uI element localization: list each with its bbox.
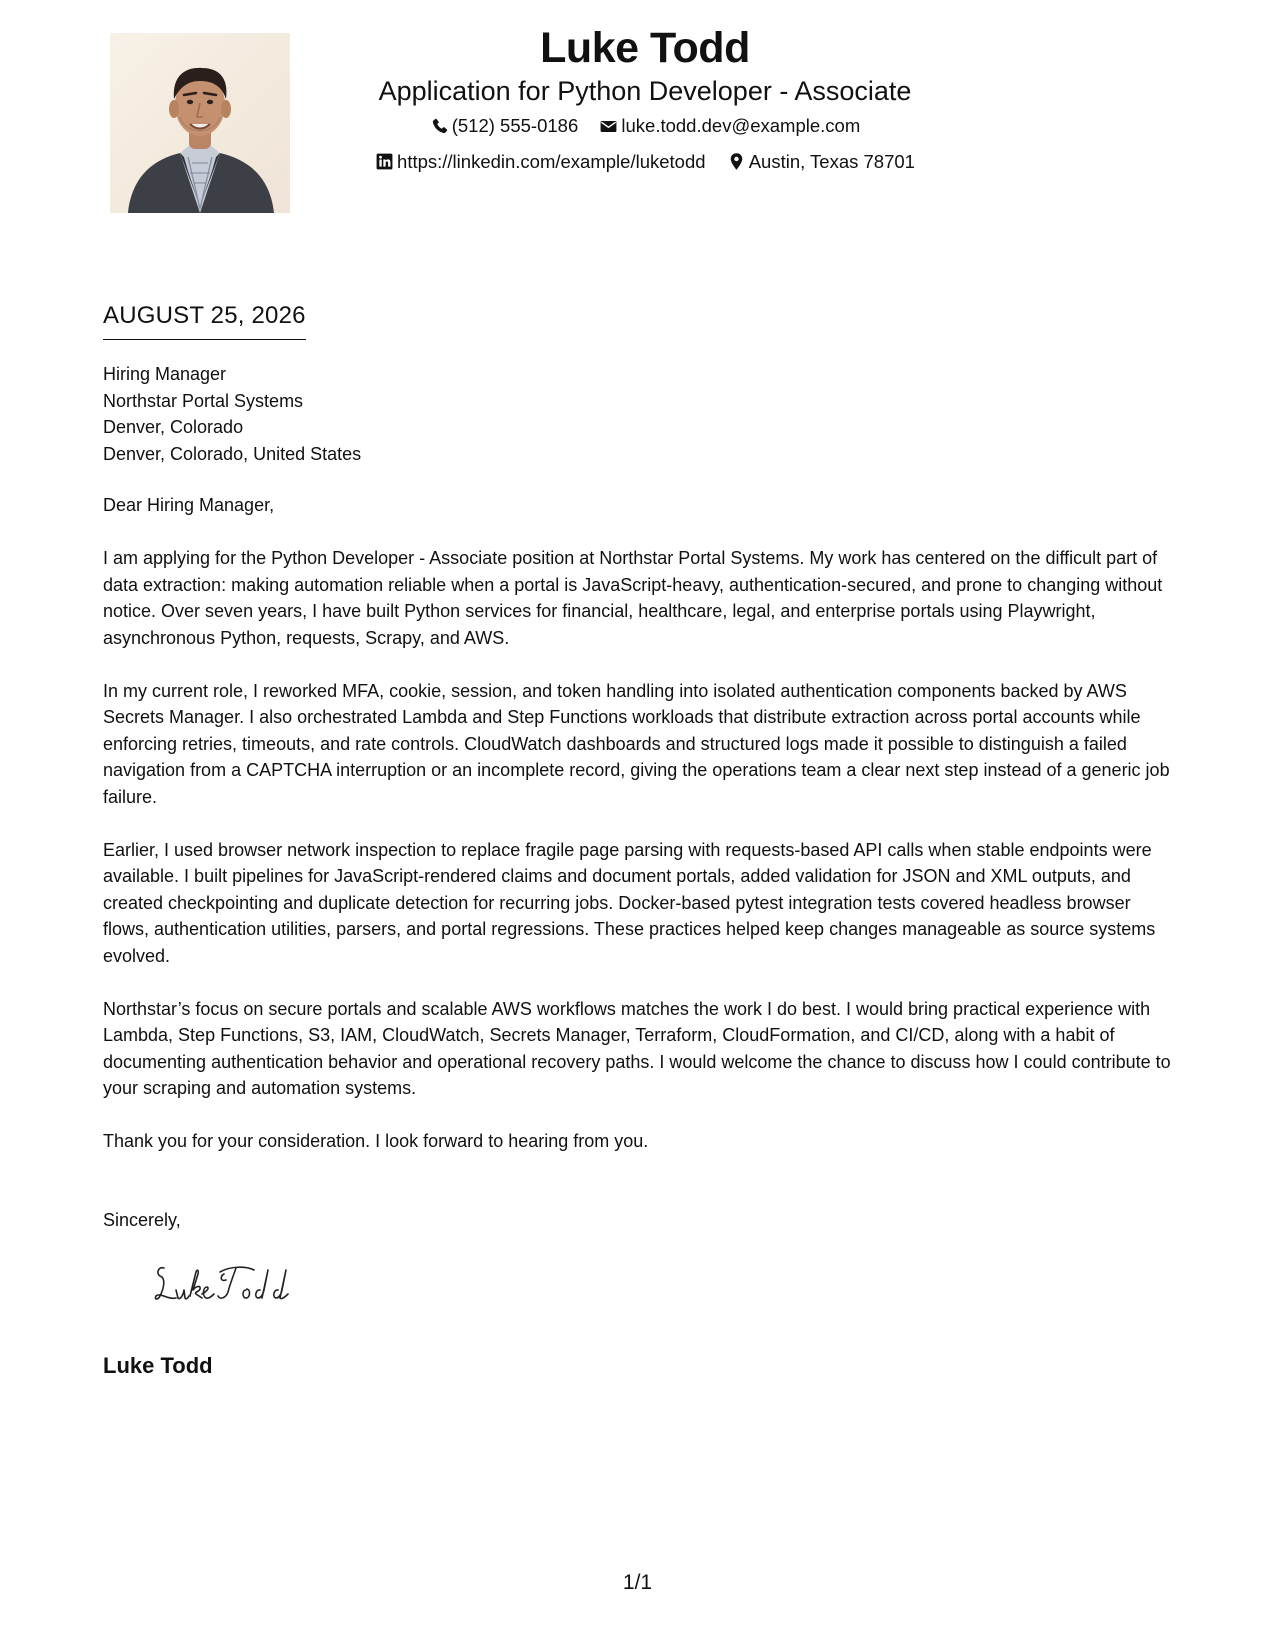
body-paragraph: Thank you for your consideration. I look forward to hearing from you. (103, 1131, 649, 1151)
recipient-line: Northstar Portal Systems (103, 390, 304, 411)
applicant-name: Luke Todd (540, 24, 750, 72)
closing: Sincerely, (103, 1210, 181, 1230)
location-text: Austin, Texas 78701 (748, 150, 915, 172)
body-paragraph: In my current role, I reworked MFA, cookie, session, and token handling into isolated authentication components backed by AWS Secrets Manager. I also orchestrated Lambda and Step Functions workloads that distribute extraction across portal accounts while enforcing retries, timeouts, and rate controls. CloudWatch dashboards and structured logs made it possible to distinguish a failed navigation from a CAPTCHA interruption or an incomplete record, giving the operations team a clear next step instead of a generic job failure. (103, 680, 1170, 807)
contact-line-secondary (340, 150, 950, 178)
contact-email (599, 114, 860, 138)
recipient-line: Denver, Colorado (103, 417, 244, 437)
letter-date: AUGUST 25, 2026 (103, 301, 306, 340)
profile-photo (110, 33, 290, 213)
map-pin-icon (727, 152, 746, 171)
contact-linkedin (375, 150, 706, 174)
linkedin-url[interactable]: https://linkedin.com/example/luketodd (397, 150, 706, 172)
linkedin-icon (375, 152, 394, 171)
body-paragraph: I am applying for the Python Developer - Associate position at Northstar Portal Systems. My work has centered on the difficult part of data extraction: making automation reliable when a portal is JavaScript-heavy, authentication-secured, and prone to changing without notice. Over seven years, I have built Python services for financial, healthcare, legal, and enterprise portals using Playwright, asynchronous Python, requests, Scrapy, and AWS. (103, 548, 1163, 648)
contact-line-primary (340, 114, 950, 142)
contact-location (727, 150, 915, 174)
phone-icon (430, 117, 449, 136)
recipient-address (103, 361, 361, 467)
letter-body (103, 492, 1178, 1181)
page-number: 1/1 (622, 1571, 653, 1594)
header (340, 22, 950, 177)
phone-number: (512) 555-0186 (451, 115, 579, 136)
envelope-icon (599, 117, 618, 136)
signature (150, 1260, 320, 1310)
contact-phone (430, 114, 579, 138)
body-paragraph: Northstar’s focus on secure portals and scalable AWS workflows matches the work I do best. I would bring practical experience with Lambda, Step Functions, S3, IAM, CloudWatch, Secrets Manager, Terraform, CloudFormation, and CI/CD, along with a habit of documenting authentication behavior and operational recovery paths. I would welcome the chance to discuss how I could contribute to your scraping and automation systems. (103, 998, 1171, 1098)
salutation: Dear Hiring Manager, (103, 495, 275, 515)
application-title: Application for Python Developer - Associate (378, 76, 912, 106)
signer-name: Luke Todd (103, 1353, 213, 1378)
email-address[interactable]: luke.todd.dev@example.com (621, 115, 861, 136)
recipient-line: Hiring Manager (103, 364, 227, 384)
body-paragraph: Earlier, I used browser network inspection to replace fragile page parsing with requests-based API calls when stable endpoints were available. I built pipelines for JavaScript-rendered claims and document portals, added validation for JSON and XML outputs, and created checkpointing and duplicate detection for recurring jobs. Docker-based pytest integration tests covered headless browser flows, authentication utilities, parsers, and portal regressions. These practices helped keep changes manageable as source systems evolved. (103, 839, 1156, 966)
recipient-line: Denver, Colorado, United States (103, 443, 362, 464)
